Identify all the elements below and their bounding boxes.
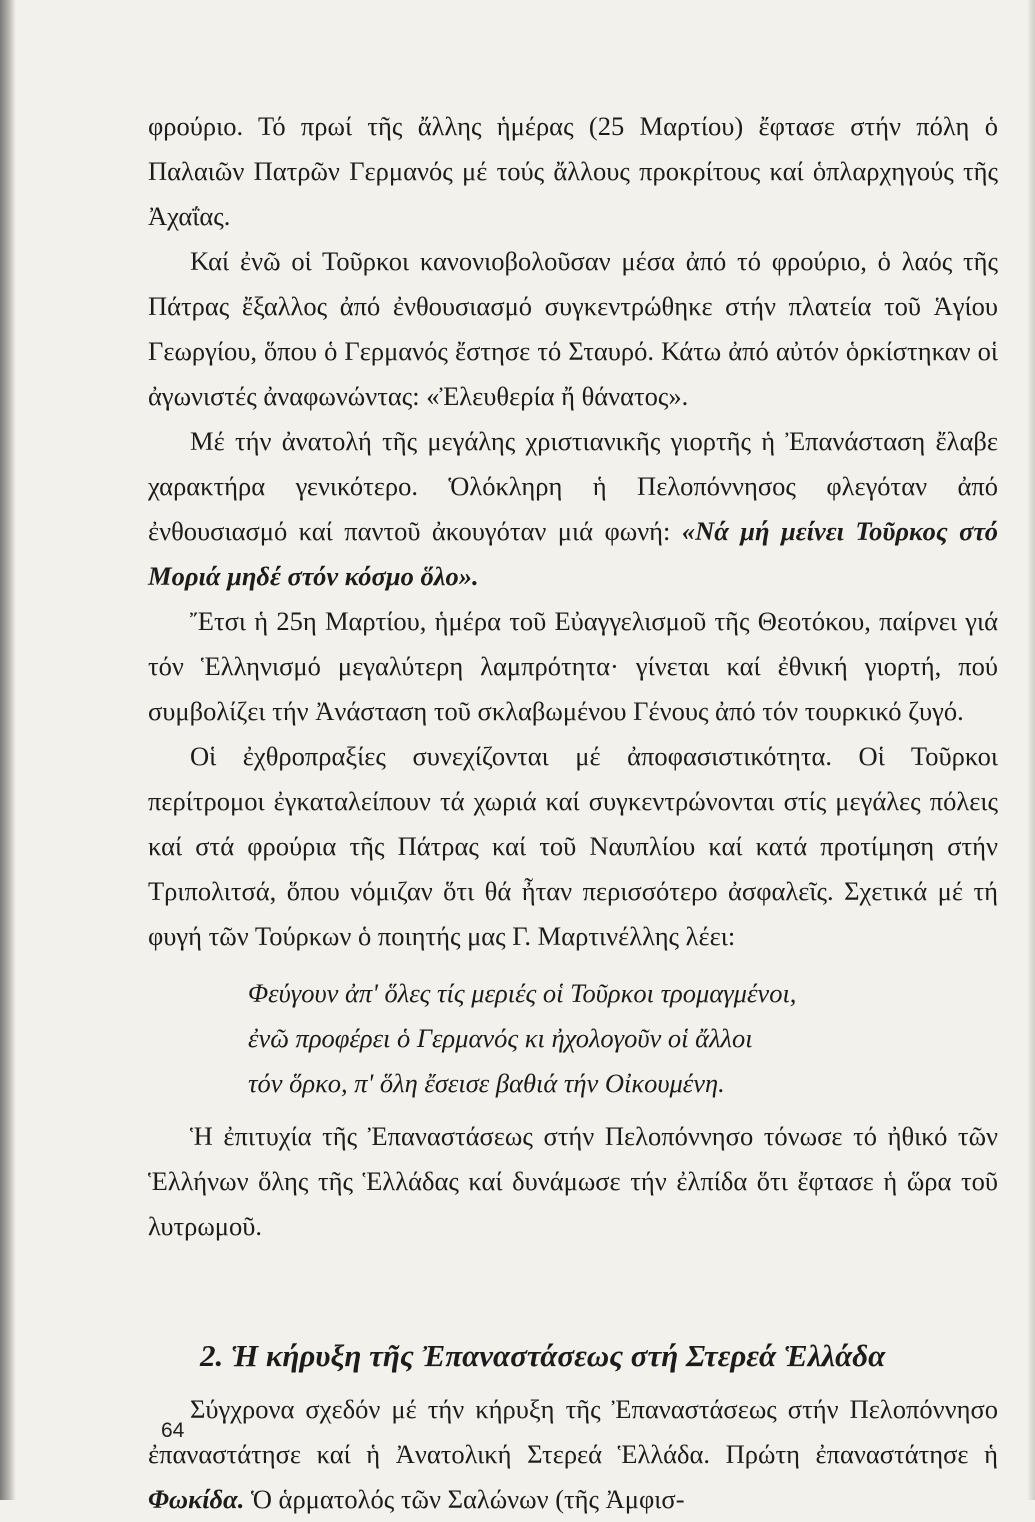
- paragraph-7-continuation: Ὁ ἁρματολός τῶν Σαλώνων (τῆς Ἀμφισ-: [244, 1484, 685, 1514]
- poem-line-3: τόν ὅρκο, π' ὅλη ἔσεισε βαθιά τήν Οἰκουμένη.: [248, 1068, 725, 1098]
- paragraph-1: φρούριο. Τό πρωί τῆς ἄλλης ἡμέρας (25 Μαρτίου) ἔφτασε στήν πόλη ὁ Παλαιῶν Πατρῶν Γερμανός μέ τούς ἄλλους προκρίτους καί ὁπλαρχηγούς τῆς Ἀχαΐας.: [148, 111, 998, 231]
- page-number: 64: [161, 1419, 185, 1442]
- poem-line-2: ἐνῶ προφέρει ὁ Γερμανός κι ἠχολογοῦν οἱ ἄλλοι: [248, 1023, 753, 1053]
- page-binding-shadow: [0, 0, 16, 1500]
- paragraph-4: Ἔτσι ἡ 25η Μαρτίου, ἡμέρα τοῦ Εὐαγγελισμοῦ τῆς Θεοτόκου, παίρνει γιά τόν Ἑλληνισμό μεγαλύτερη λαμπρότητα· γίνεται καί ἐθνική γιορτή, πού συμβολίζει τήν Ἀνάσταση τοῦ σκλαβωμένου Γένους ἀπό τόν τουρκικό ζυγό.: [148, 606, 998, 726]
- section-heading: [200, 1331, 998, 1381]
- poem-line-1: Φεύγουν ἀπ' ὅλες τίς μεριές οἱ Τοῦρκοι τρομαγμένοι,: [248, 978, 797, 1008]
- paragraph-3-text: Μέ τήν ἀνατολή τῆς μεγάλης χριστιανικῆς γιορτῆς ἡ Ἐπανάσταση ἔλαβε χαρακτήρα γενικότερο. Ὁλόκληρη ἡ Πελοπόννησος φλεγόταν ἀπό ἐνθουσιασμό καί παντοῦ ἀκουγόταν μιά φωνή:: [148, 426, 998, 546]
- section-title: Ἡ κήρυξη τῆς Ἐπαναστάσεως στή Στερεά Ἑλλάδα: [231, 1338, 886, 1373]
- paragraph-5: Οἱ ἐχθροπραξίες συνεχίζονται μέ ἀποφασιστικότητα. Οἱ Τοῦρκοι περίτρομοι ἐγκαταλείπουν τά χωριά καί συγκεντρώνονται στίς μεγάλες πόλεις καί στά φρούρια τῆς Πάτρας καί τοῦ Ναυπλίου καί κατά προτίμηση στήν Τριπολιτσά, ὅπου νόμιζαν ὅτι θά ἦταν περισσότερο ἀσφαλεῖς. Σχετικά μέ τή φυγή τῶν Τούρκων ὁ ποιητής μας Γ. Μαρτινέλλης λέει:: [148, 741, 998, 951]
- page-edge-right: [1027, 0, 1035, 1500]
- section-number: 2.: [200, 1338, 224, 1373]
- poem-quote: [248, 971, 998, 1106]
- page-body: [148, 104, 998, 1522]
- paragraph-2: Καί ἐνῶ οἱ Τοῦρκοι κανονιοβολοῦσαν μέσα ἀπό τό φρούριο, ὁ λαός τῆς Πάτρας ἔξαλλος ἀπό ἐνθουσιασμό συγκεντρώθηκε στήν πλατεία τοῦ Ἁγίου Γεωργίου, ὅπου ὁ Γερμανός ἔστησε τό Σταυρό. Κάτω ἀπό αὐτόν ὁρκίστηκαν οἱ ἀγωνιστές ἀναφωνώντας: «Ἐλευθερία ἤ θάνατος».: [148, 246, 998, 411]
- paragraph-3: [148, 419, 998, 599]
- paragraph-7: [148, 1387, 998, 1522]
- section-spacer: [148, 1249, 998, 1331]
- paragraph-7-text: Σύγχρονα σχεδόν μέ τήν κήρυξη τῆς Ἐπαναστάσεως στήν Πελοπόννησο ἐπαναστάτησε καί ἡ Ἀνατολική Στερεά Ἑλλάδα. Πρώτη ἐπαναστάτησε ἡ: [148, 1394, 998, 1469]
- paragraph-3-quote: «Νά μή μείνει Τοῦρκος στό Μοριά μηδέ στόν κόσμο ὅλο».: [148, 516, 998, 591]
- paragraph-6: Ἡ ἐπιτυχία τῆς Ἐπαναστάσεως στήν Πελοπόννησο τόνωσε τό ἠθικό τῶν Ἑλλήνων ὅλης τῆς Ἑλλάδας καί δυνάμωσε τήν ἐλπίδα ὅτι ἔφτασε ἡ ὥρα τοῦ λυτρωμοῦ.: [148, 1121, 998, 1241]
- place-name-fokida: Φωκίδα.: [148, 1484, 245, 1514]
